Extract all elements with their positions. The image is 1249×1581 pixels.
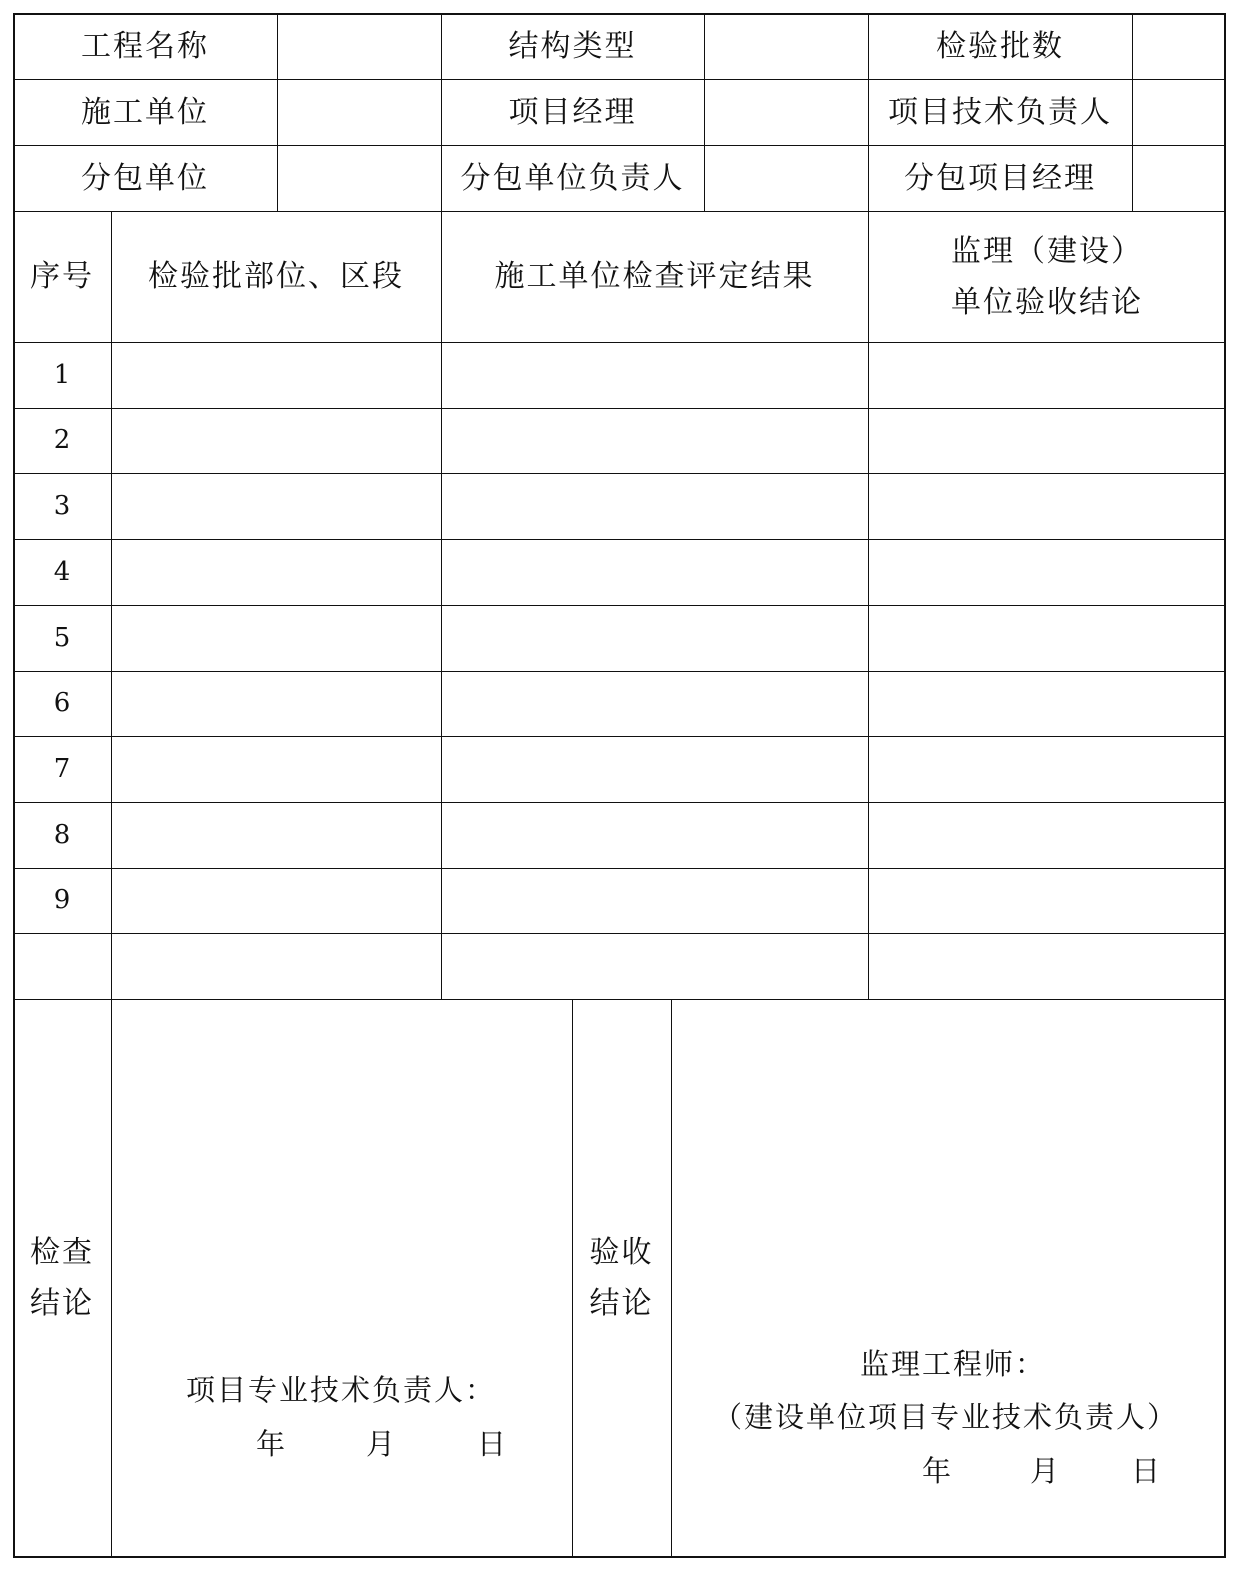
project-name-label: 工程名称 [81, 28, 209, 64]
acceptance-date-day: 日 [1131, 1454, 1163, 1488]
row-conclusion [868, 342, 1226, 408]
contractor-label: 施工单位 [81, 94, 209, 130]
acceptance-label-line1: 验收 [589, 1234, 654, 1270]
row-location [111, 736, 441, 802]
subcontractor-lead-value [704, 145, 868, 211]
supervision-conclusion-header [868, 211, 1226, 342]
acceptance-date-year: 年 [922, 1454, 954, 1488]
check-date-day: 日 [477, 1427, 509, 1461]
project-name-value [277, 13, 441, 79]
owner-signer-label: （建设单位项目专业技术负责人） [713, 1400, 1179, 1434]
row-conclusion [868, 408, 1226, 474]
structure-type-value [704, 13, 868, 79]
subcontract-pm-label: 分包项目经理 [904, 160, 1096, 196]
row-seq: 1 [53, 359, 71, 390]
check-date-month: 月 [366, 1427, 398, 1461]
acceptance-date-month: 月 [1030, 1454, 1062, 1488]
row-seq: 8 [53, 819, 71, 850]
construction-result-header: 施工单位检查评定结果 [494, 259, 815, 294]
lot-count-value [1132, 13, 1226, 79]
check-label-line2: 结论 [30, 1285, 94, 1321]
row-result [441, 342, 868, 408]
seq-header: 序号 [30, 259, 94, 294]
lot-count-label: 检验批数 [936, 28, 1064, 64]
row-location [111, 671, 441, 737]
technical-lead-label: 项目技术负责人 [888, 94, 1112, 130]
row-result [441, 605, 868, 671]
row-location [111, 802, 441, 868]
row-seq: 7 [53, 753, 71, 784]
row-conclusion [868, 868, 1226, 934]
row-conclusion [868, 671, 1226, 737]
check-label-line1: 检查 [30, 1234, 94, 1270]
supervision-header-line1: 监理（建设） [951, 233, 1143, 269]
check-conclusion-label [13, 1000, 111, 1555]
subcontractor-lead-label: 分包单位负责人 [460, 160, 685, 196]
location-header: 检验批部位、区段 [148, 259, 404, 294]
acceptance-conclusion-label [572, 1000, 671, 1555]
row-seq: 2 [53, 425, 71, 456]
row-conclusion [868, 605, 1226, 671]
row-conclusion [868, 539, 1226, 605]
row-location [111, 342, 441, 408]
row-location [111, 933, 441, 999]
check-date-year: 年 [256, 1427, 288, 1461]
row-seq: 6 [53, 688, 71, 719]
row-location [111, 408, 441, 474]
row-location [111, 473, 441, 539]
row-seq: 5 [53, 622, 71, 653]
row-seq [13, 933, 111, 999]
row-result [441, 868, 868, 934]
subcontract-pm-value [1132, 145, 1226, 211]
row-location [111, 539, 441, 605]
project-manager-value [704, 79, 868, 145]
row-seq: 4 [53, 556, 71, 587]
structure-type-label: 结构类型 [508, 28, 637, 64]
row-seq: 9 [53, 885, 71, 916]
acceptance-label-line2: 结论 [589, 1285, 654, 1321]
row-location [111, 868, 441, 934]
technical-lead-value [1132, 79, 1226, 145]
row-result [441, 802, 868, 868]
row-conclusion [868, 473, 1226, 539]
subcontractor-label: 分包单位 [81, 160, 209, 196]
bottom-col-divider [111, 999, 112, 1556]
supervision-header-line2: 单位验收结论 [951, 284, 1143, 320]
contractor-value [277, 79, 441, 145]
row-result [441, 671, 868, 737]
row-result [441, 408, 868, 474]
row-conclusion [868, 802, 1226, 868]
row-result [441, 933, 868, 999]
row-conclusion [868, 736, 1226, 802]
row-seq: 3 [53, 491, 71, 522]
supervisor-signer-label: 监理工程师： [860, 1347, 1047, 1381]
row-result [441, 736, 868, 802]
row-result [441, 473, 868, 539]
row-conclusion [868, 933, 1226, 999]
subcontractor-value [277, 145, 441, 211]
project-manager-label: 项目经理 [508, 94, 637, 130]
bottom-col-divider [671, 999, 672, 1556]
check-signer-label: 项目专业技术负责人： [186, 1373, 497, 1407]
row-result [441, 539, 868, 605]
row-location [111, 605, 441, 671]
